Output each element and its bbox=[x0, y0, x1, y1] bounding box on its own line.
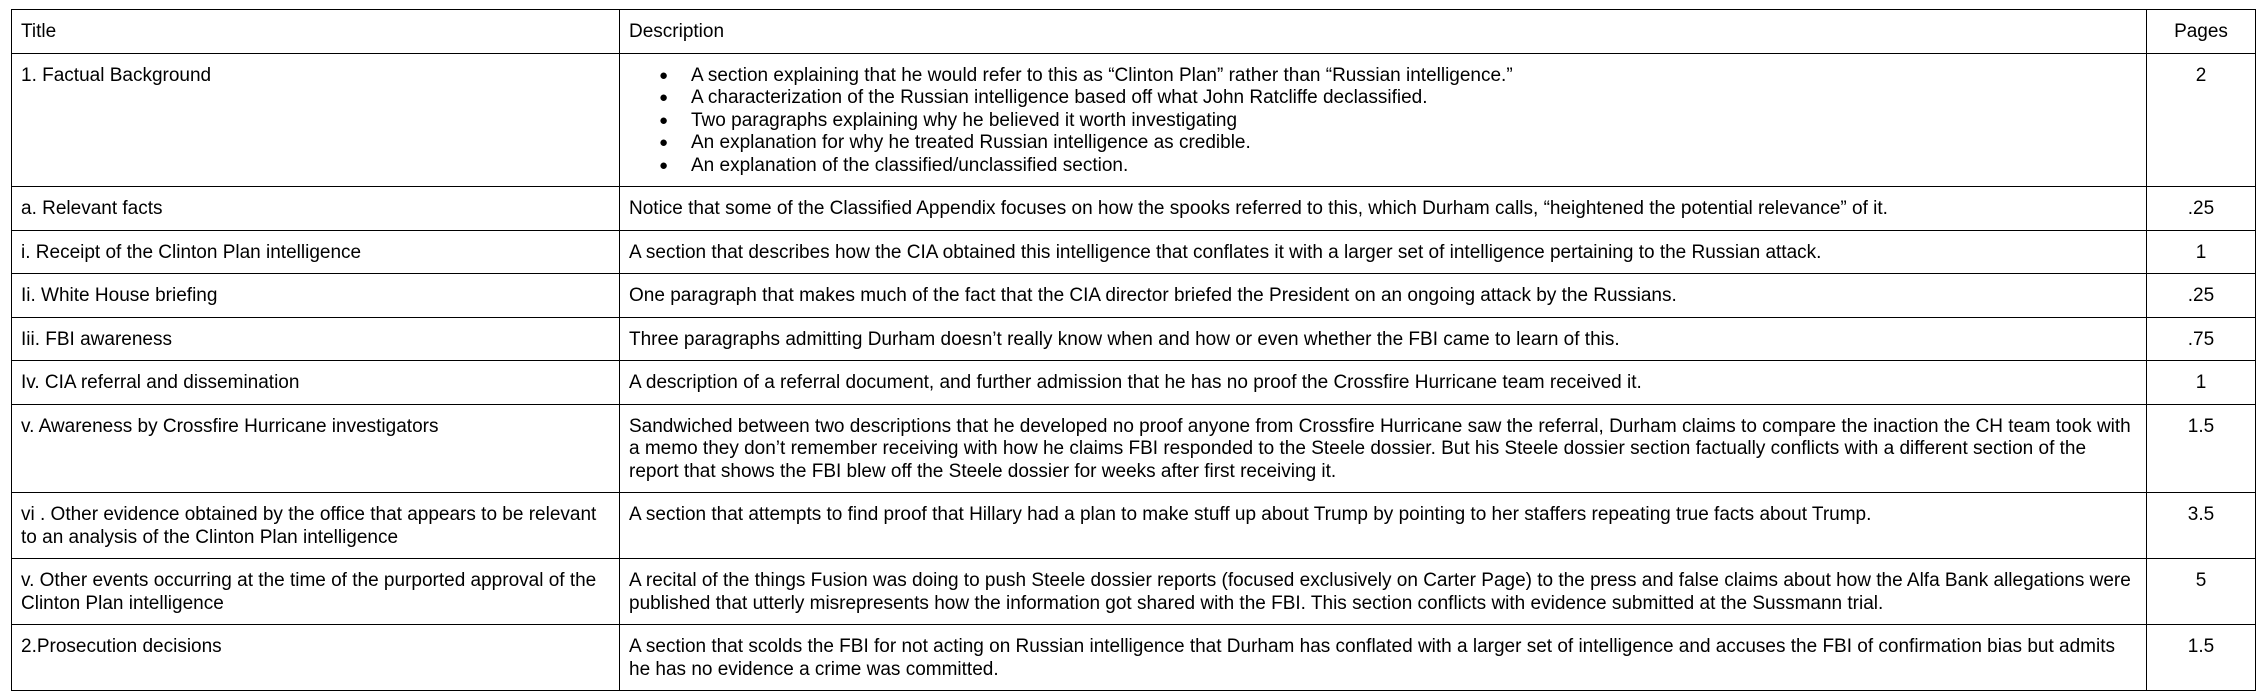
row-title: Ii. White House briefing bbox=[12, 274, 620, 318]
row-description: A section that scolds the FBI for not acting on Russian intelligence that Durham has conflated with a larger set of intelligence and accuses the FBI of confirmation bias but admits he has no evidence a crime was committed. bbox=[620, 625, 2147, 691]
row-description: A description of a referral document, and further admission that he has no proof the Crossfire Hurricane team received it. bbox=[620, 361, 2147, 405]
row-description: A section that describes how the CIA obtained this intelligence that conflates it with a larger set of intelligence pertaining to the Russian attack. bbox=[620, 230, 2147, 274]
row-pages: 5 bbox=[2147, 559, 2256, 625]
row-title: i. Receipt of the Clinton Plan intelligence bbox=[12, 230, 620, 274]
row-pages: .25 bbox=[2147, 274, 2256, 318]
row-description bbox=[620, 53, 2147, 187]
row-description: A recital of the things Fusion was doing to push Steele dossier reports (focused exclusively on Carter Page) to the press and false claims about how the Alfa Bank allegations were published that utterly misrepresents how the information got shared with the FBI. This section conflicts with evidence submitted at the Sussmann trial. bbox=[620, 559, 2147, 625]
row-pages: 1 bbox=[2147, 361, 2256, 405]
row-description: One paragraph that makes much of the fact that the CIA director briefed the President on an ongoing attack by the Russians. bbox=[620, 274, 2147, 318]
row-pages: 1.5 bbox=[2147, 404, 2256, 493]
header-title: Title bbox=[12, 10, 620, 54]
table-header-row bbox=[12, 10, 2256, 54]
table-row bbox=[12, 404, 2256, 493]
row-title: vi . Other evidence obtained by the office that appears to be relevant to an analysis of the Clinton Plan intelligence bbox=[12, 493, 620, 559]
row-title: Iii. FBI awareness bbox=[12, 317, 620, 361]
bullet-item: ● Two paragraphs explaining why he believed it worth investigating bbox=[691, 110, 2137, 133]
row-pages: 1.5 bbox=[2147, 625, 2256, 691]
row-title: 2.Prosecution decisions bbox=[12, 625, 620, 691]
table-row bbox=[12, 187, 2256, 231]
row-pages: .75 bbox=[2147, 317, 2256, 361]
bullet-item: ● An explanation for why he treated Russian intelligence as credible. bbox=[691, 132, 2137, 155]
row-pages: .25 bbox=[2147, 187, 2256, 231]
row-title: v. Awareness by Crossfire Hurricane investigators bbox=[12, 404, 620, 493]
header-pages: Pages bbox=[2147, 10, 2256, 54]
header-description: Description bbox=[620, 10, 2147, 54]
row-title: 1. Factual Background bbox=[12, 53, 620, 187]
row-pages: 2 bbox=[2147, 53, 2256, 187]
table-row bbox=[12, 53, 2256, 187]
summary-table bbox=[11, 9, 2256, 691]
row-pages: 1 bbox=[2147, 230, 2256, 274]
row-title: v. Other events occurring at the time of the purported approval of the Clinton Plan intelligence bbox=[12, 559, 620, 625]
bullet-item: ● A characterization of the Russian intelligence based off what John Ratcliffe declassified. bbox=[691, 87, 2137, 110]
table-row bbox=[12, 493, 2256, 559]
table-row bbox=[12, 361, 2256, 405]
bullet-item: ● An explanation of the classified/unclassified section. bbox=[691, 155, 2137, 178]
table-row bbox=[12, 230, 2256, 274]
table-row bbox=[12, 625, 2256, 691]
row-pages: 3.5 bbox=[2147, 493, 2256, 559]
bullet-item: ● A section explaining that he would refer to this as “Clinton Plan” rather than “Russian intelligence.” bbox=[691, 65, 2137, 88]
table-row bbox=[12, 274, 2256, 318]
table-row bbox=[12, 559, 2256, 625]
bullet-list bbox=[629, 65, 2137, 178]
row-description: Sandwiched between two descriptions that he developed no proof anyone from Crossfire Hurricane saw the referral, Durham claims to compare the inaction the CH team took with a memo they don’t remember receiving with how he claims FBI responded to the Steele dossier. But his Steele dossier section factually conflicts with a different section of the report that shows the FBI blew off the Steele dossier for weeks after first receiving it. bbox=[620, 404, 2147, 493]
row-description: Notice that some of the Classified Appendix focuses on how the spooks referred to this, which Durham calls, “heightened the potential relevance” of it. bbox=[620, 187, 2147, 231]
row-title: a. Relevant facts bbox=[12, 187, 620, 231]
row-description: A section that attempts to find proof that Hillary had a plan to make stuff up about Trump by pointing to her staffers repeating true facts about Trump. bbox=[620, 493, 2147, 559]
row-title: Iv. CIA referral and dissemination bbox=[12, 361, 620, 405]
table-row bbox=[12, 317, 2256, 361]
row-description: Three paragraphs admitting Durham doesn’t really know when and how or even whether the FBI came to learn of this. bbox=[620, 317, 2147, 361]
